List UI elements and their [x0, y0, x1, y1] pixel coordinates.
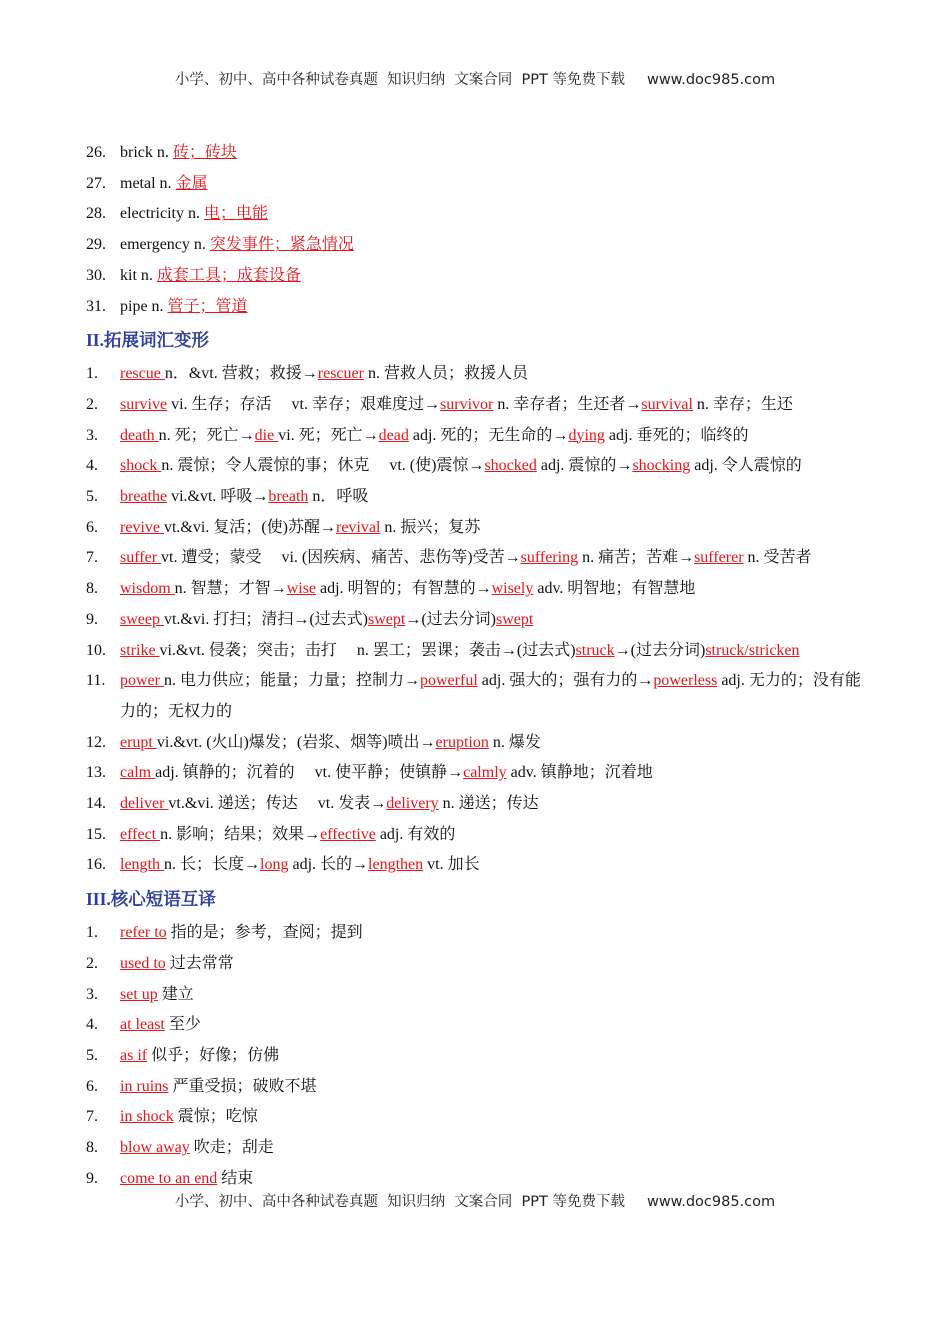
answer-text: survive	[120, 395, 168, 413]
answer-text: set up	[120, 985, 158, 1003]
answer-text: shocking	[632, 457, 691, 475]
prompt-text: 指的是；参考，查阅；提到	[166, 924, 363, 942]
list-item	[86, 199, 876, 230]
item-number: 9.	[86, 610, 98, 628]
item-text	[120, 1133, 876, 1164]
prompt-text: 震惊；吃惊	[173, 1108, 258, 1126]
item-text	[120, 789, 876, 820]
prompt-text: n. 受苦者	[743, 549, 812, 567]
item-number: 27.	[86, 174, 106, 192]
prompt-text: adj. 震惊的→	[536, 457, 633, 475]
answer-text: breath	[268, 488, 309, 506]
header-site[interactable]: www.doc985.com	[646, 72, 776, 88]
answer-text: suffering	[520, 549, 579, 567]
answer-text: long	[260, 856, 289, 874]
answer-text: powerless	[653, 672, 718, 690]
list-item	[86, 758, 876, 789]
answer-text: used to	[120, 954, 166, 972]
item-text	[120, 636, 876, 667]
item-text	[120, 451, 876, 482]
answer-text: suffer	[120, 549, 162, 567]
answer-text: struck/stricken	[705, 641, 800, 659]
list-item	[86, 574, 876, 605]
item-text	[120, 1072, 876, 1103]
answer-text: rescuer	[317, 365, 364, 383]
item-number: 31.	[86, 297, 106, 315]
prompt-text: 结束	[217, 1169, 254, 1187]
answer-text: rescue	[120, 365, 165, 383]
prompt-text: n. 震惊；令人震惊的事；休克 vt. (使)震惊→	[161, 457, 485, 475]
prompt-text: adj. 长的→	[288, 856, 369, 874]
list-item	[86, 605, 876, 636]
list-item	[86, 666, 876, 727]
item-number: 7.	[86, 1108, 98, 1126]
page-footer	[0, 1190, 950, 1211]
item-text	[120, 138, 876, 169]
prompt-text: →(过去分词)	[614, 641, 706, 659]
prompt-text: 建立	[157, 985, 194, 1003]
answer-text: 金属	[175, 174, 208, 192]
prompt-text: n．&vt. 营救；救援→	[164, 365, 318, 383]
prompt-text: n. 营救人员；救援人员	[363, 365, 528, 383]
item-number: 11.	[86, 672, 106, 690]
answer-text: 突发事件；紧急情况	[209, 236, 354, 254]
answer-text: effect	[120, 825, 161, 843]
prompt-text: adj. 令人震惊的	[690, 457, 802, 475]
prompt-text: →(过去分词)	[405, 610, 496, 628]
list-item	[86, 261, 876, 292]
answer-text: as if	[120, 1046, 148, 1064]
item-text	[120, 574, 876, 605]
prompt-text: n. 爆发	[488, 733, 541, 751]
answer-text: eruption	[435, 733, 489, 751]
prompt-text: kit n.	[120, 266, 157, 284]
page-header	[0, 68, 950, 89]
answer-text: power	[120, 672, 164, 690]
item-text	[120, 292, 876, 323]
answer-text: 砖；砖块	[172, 144, 237, 161]
prompt-text: vi.&vt. 呼吸→	[167, 488, 269, 506]
prompt-text: adj. 垂死的；临终的	[604, 426, 749, 444]
prompt-text: adv. 明智地；有智慧地	[533, 580, 696, 598]
item-number: 6.	[86, 518, 98, 536]
item-text	[120, 980, 876, 1011]
item-text	[120, 169, 876, 200]
list-item	[86, 482, 876, 513]
item-number: 26.	[86, 144, 106, 161]
prompt-text: 过去常常	[165, 954, 234, 972]
answer-text: wisely	[491, 580, 534, 598]
list-item	[86, 820, 876, 851]
answer-text: 管子；管道	[167, 297, 248, 315]
item-text	[120, 199, 876, 230]
prompt-text: n. 长；长度→	[164, 856, 261, 874]
item-number: 3.	[86, 426, 98, 444]
answer-text: sweep	[120, 610, 164, 628]
answer-text: calm	[120, 764, 156, 782]
item-text	[120, 1102, 876, 1133]
prompt-text: n. 幸存者；生还者→	[493, 395, 642, 413]
item-text	[120, 390, 876, 421]
prompt-text: vi.&vt. 侵袭；突击；击打 n. 罢工；罢课；袭击→(过去式)	[159, 641, 576, 659]
item-number: 29.	[86, 236, 106, 254]
prompt-text: vi. 死；死亡→	[278, 426, 379, 444]
answer-text: come to an end	[120, 1169, 218, 1187]
item-text	[120, 949, 876, 980]
item-number: 12.	[86, 733, 106, 751]
answer-text: blow away	[120, 1139, 190, 1157]
prompt-text: adj. 无力的；没有能力的；无权力的	[120, 672, 861, 720]
footer-text: 小学、初中、高中各种试卷真题 知识归纳 文案合同 PPT 等免费下载	[174, 1194, 625, 1210]
item-number: 2.	[86, 954, 98, 972]
answer-text: shocked	[484, 457, 537, 475]
item-number: 14.	[86, 795, 106, 813]
list-item	[86, 918, 876, 949]
answer-text: erupt	[120, 733, 157, 751]
list-item	[86, 451, 876, 482]
prompt-text: vt.&vi. 打扫；清扫→(过去式)	[163, 610, 368, 628]
prompt-text: n. 幸存；生还	[692, 395, 793, 413]
list-item	[86, 513, 876, 544]
prompt-text: vt. 遭受；蒙受 vi. (因疾病、痛苦、悲伤等)受苦→	[161, 549, 521, 567]
list-item	[86, 1102, 876, 1133]
item-text	[120, 918, 876, 949]
item-number: 5.	[86, 488, 98, 506]
item-number: 7.	[86, 549, 98, 567]
prompt-text: n. 痛苦；苦难→	[578, 549, 695, 567]
prompt-text: pipe n.	[120, 297, 168, 315]
item-number: 6.	[86, 1077, 98, 1095]
item-text	[120, 513, 876, 544]
answer-text: powerful	[420, 672, 478, 690]
header-text: 小学、初中、高中各种试卷真题 知识归纳 文案合同 PPT 等免费下载	[174, 72, 625, 88]
list-item	[86, 1072, 876, 1103]
prompt-text: 似乎；好像；仿佛	[147, 1046, 280, 1064]
prompt-text: adj. 明智的；有智慧的→	[316, 580, 492, 598]
answer-text: dying	[568, 426, 605, 444]
answer-text: in ruins	[120, 1077, 169, 1095]
list-item	[86, 636, 876, 667]
list-item	[86, 230, 876, 261]
prompt-text: n. 死；死亡→	[158, 426, 255, 444]
item-number: 2.	[86, 395, 98, 413]
item-number: 30.	[86, 266, 106, 284]
list-item	[86, 292, 876, 323]
prompt-text: brick n.	[120, 144, 173, 161]
prompt-text: 吹走；刮走	[189, 1139, 274, 1157]
answer-text: struck	[575, 641, 615, 659]
list-item	[86, 390, 876, 421]
list-item	[86, 1041, 876, 1072]
prompt-text: vi.&vt. (火山)爆发；(岩浆、烟等)喷出→	[156, 733, 436, 751]
answer-text: 成套工具；成套设备	[156, 266, 301, 284]
item-number: 16.	[86, 856, 106, 874]
list-item	[86, 1010, 876, 1041]
answer-text: lengthen	[368, 856, 424, 874]
item-number: 9.	[86, 1169, 98, 1187]
answer-text: in shock	[120, 1108, 174, 1126]
section-heading: III.核心短语互译	[86, 889, 216, 910]
prompt-text: adj. 强大的；强有力的→	[477, 672, 654, 690]
item-number: 4.	[86, 1016, 98, 1034]
item-number: 8.	[86, 580, 98, 598]
item-text	[120, 1010, 876, 1041]
answer-text: sufferer	[694, 549, 744, 567]
list-item	[86, 980, 876, 1011]
item-text	[120, 421, 876, 452]
answer-text: length	[120, 856, 164, 874]
item-number: 1.	[86, 924, 98, 942]
prompt-text: n. 电力供应；能量；力量；控制力→	[163, 672, 420, 690]
answer-text: refer to	[120, 924, 167, 942]
answer-text: calmly	[463, 764, 507, 782]
list-item	[86, 850, 876, 881]
answer-text: deliver	[120, 795, 169, 813]
answer-text: swept	[495, 610, 534, 628]
item-number: 5.	[86, 1046, 98, 1064]
prompt-text: adj. 死的；无生命的→	[408, 426, 569, 444]
item-text	[120, 666, 876, 727]
section-heading: II.拓展词汇变形	[86, 330, 209, 351]
answer-text: survivor	[440, 395, 494, 413]
prompt-text: vt.&vi. 复活；(使)苏醒→	[163, 518, 336, 536]
item-number: 13.	[86, 764, 106, 782]
answer-text: effective	[320, 825, 376, 843]
item-number: 8.	[86, 1139, 98, 1157]
list-item	[86, 728, 876, 759]
item-text	[120, 543, 876, 574]
list-item	[86, 789, 876, 820]
document-body	[86, 138, 876, 1195]
answer-text: wise	[286, 580, 317, 598]
prompt-text: vt. 加长	[423, 856, 480, 874]
list-item	[86, 359, 876, 390]
answer-text: swept	[367, 610, 406, 628]
item-number: 15.	[86, 825, 106, 843]
prompt-text: 至少	[164, 1016, 201, 1034]
answer-text: strike	[120, 641, 160, 659]
list-item	[86, 949, 876, 980]
footer-site[interactable]: www.doc985.com	[646, 1194, 776, 1210]
answer-text: shock	[120, 457, 162, 475]
item-number: 10.	[86, 641, 106, 659]
answer-text: revive	[120, 518, 164, 536]
item-text	[120, 820, 876, 851]
prompt-text: vi. 生存；存活 vt. 幸存；艰难度过→	[167, 395, 441, 413]
item-text	[120, 758, 876, 789]
list-item	[86, 169, 876, 200]
prompt-text: adj. 有效的	[375, 825, 456, 843]
answer-text: survival	[641, 395, 693, 413]
answer-text: revival	[335, 518, 381, 536]
prompt-text: vt.&vi. 递送；传达 vt. 发表→	[168, 795, 387, 813]
item-number: 1.	[86, 365, 98, 383]
prompt-text: adj. 镇静的；沉着的 vt. 使平静；使镇静→	[155, 764, 464, 782]
prompt-text: n．呼吸	[308, 488, 369, 506]
prompt-text: n. 智慧；才智→	[174, 580, 287, 598]
item-number: 4.	[86, 457, 98, 475]
item-text	[120, 261, 876, 292]
item-text	[120, 1041, 876, 1072]
item-text	[120, 728, 876, 759]
prompt-text: metal n.	[120, 174, 176, 192]
prompt-text: emergency n.	[120, 236, 210, 254]
list-item	[86, 1133, 876, 1164]
answer-text: breathe	[120, 488, 168, 506]
item-number: 3.	[86, 985, 98, 1003]
list-item	[86, 543, 876, 574]
prompt-text: n. 递送；传达	[438, 795, 539, 813]
answer-text: delivery	[386, 795, 439, 813]
prompt-text: 严重受损；破败不堪	[168, 1077, 317, 1095]
answer-text: wisdom	[120, 580, 175, 598]
answer-text: 电；电能	[203, 205, 268, 223]
answer-text: at least	[120, 1016, 165, 1034]
item-text	[120, 605, 876, 636]
item-text	[120, 482, 876, 513]
item-text	[120, 850, 876, 881]
answer-text: death	[120, 426, 159, 444]
list-item	[86, 138, 876, 169]
prompt-text: n. 振兴；复苏	[380, 518, 481, 536]
item-number: 28.	[86, 205, 106, 223]
answer-text: die	[254, 426, 279, 444]
prompt-text: n. 影响；结果；效果→	[160, 825, 321, 843]
item-text	[120, 359, 876, 390]
prompt-text: adv. 镇静地；沉着地	[506, 764, 653, 782]
item-text	[120, 230, 876, 261]
answer-text: dead	[378, 426, 409, 444]
list-item	[86, 421, 876, 452]
prompt-text: electricity n.	[120, 205, 204, 223]
